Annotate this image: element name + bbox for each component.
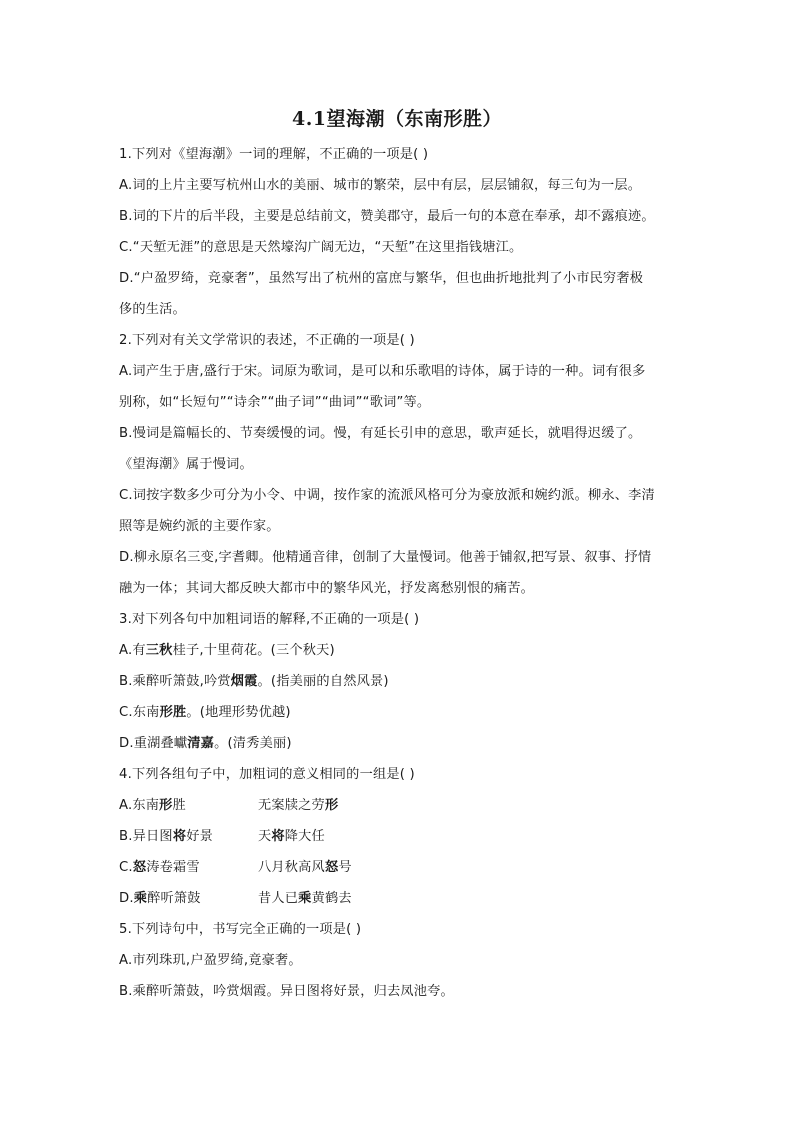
bold-term: 怒 [132,860,147,875]
text-run: 。(清秀美丽) [214,736,292,751]
text-run: B.异日图 [119,829,173,844]
text-line: 照等是婉约派的主要作家。 [119,519,280,534]
text-line: 3.对下列各句中加粗词语的解释,不正确的一项是( ) [119,612,420,627]
text-run: 涛卷霜雪 [146,860,200,875]
bold-term: 三秋 [145,643,173,658]
text-line: D.“户盈罗绮，竞豪奢”，虽然写出了杭州的富庶与繁华，但也曲折地批判了小市民穷奢极 [119,271,644,286]
option-line [119,641,679,672]
text-line: 2.下列对有关文学常识的表述，不正确的一项是( ) [119,333,415,348]
bold-term: 形 [159,798,173,813]
bold-term: 怒 [324,860,339,875]
text-run: 号 [338,860,352,875]
text-run: 天 [258,829,272,844]
bold-term: 乘 [298,891,312,906]
text-line: D.柳永原名三变,字耆卿。他精通音律，创制了大量慢词。他善于铺叙,把写景、叙事、抒情 [119,550,652,565]
bold-term: 将 [271,829,285,844]
text-line: C.“天堑无涯”的意思是天然壕沟广阔无边，“天堑”在这里指钱塘江。 [119,240,523,255]
text-line: 1.下列对《望海潮》一词的理解，不正确的一项是( ) [119,147,429,162]
option-pair-line [119,858,679,889]
text-run: D. [119,891,134,906]
text-run: C. [119,860,133,875]
text-run: 。(指美丽的自然风景) [257,674,389,689]
text-run: D.重湖叠巘 [119,736,188,751]
text-line: 《望海潮》属于慢词。 [119,457,253,472]
bold-term: 形胜 [159,705,187,720]
pair-right [258,827,325,858]
bold-term: 清嘉 [187,736,215,751]
pair-right [258,889,352,920]
text-run: 醉听箫鼓 [147,891,201,906]
pair-left [119,796,258,827]
text-line: 5.下列诗句中，书写完全正确的一项是( ) [119,922,362,937]
pair-left [119,858,258,889]
option-line [119,734,679,765]
question-body [119,145,679,1013]
bold-term: 烟霞 [230,674,258,689]
option-pair-line [119,889,679,920]
text-run: 。(地理形势优越) [186,705,291,720]
text-run: C.东南 [119,705,160,720]
pair-right [258,796,338,827]
text-line: C.词按字数多少可分为小令、中调，按作家的流派风格可分为豪放派和婉约派。柳永、李清 [119,488,655,503]
text-run: A.有 [119,643,146,658]
text-run: 昔人已 [258,891,299,906]
option-pair-line [119,827,679,858]
text-line: B.乘醉听箫鼓，吟赏烟霞。异日图将好景，归去凤池夸。 [119,984,454,999]
text-run: 胜 [172,798,186,813]
text-run: 好景 [186,829,213,844]
text-line: A.市列珠玑,户盈罗绮,竟豪奢。 [119,953,302,968]
text-line: 侈的生活。 [119,302,186,317]
text-run: 降大任 [284,829,325,844]
text-run: 黄鹤去 [311,891,352,906]
bold-term: 乘 [133,891,148,906]
pair-left [119,827,258,858]
bold-term: 将 [172,829,187,844]
option-line [119,672,679,703]
text-line: 别称，如“长短句”“诗余”“曲子词”“曲词”“歌词”等。 [119,395,431,410]
text-run: B.乘醉听箫鼓,吟赏 [119,674,231,689]
text-line: B.词的下片的后半段，主要是总结前文，赞美郡守，最后一句的本意在奉承，却不露痕迹。 [119,209,655,224]
option-pair-line [119,796,679,827]
page-title: 4.1望海潮（东南形胜） [291,108,503,130]
pair-right [258,858,352,889]
pair-left [119,889,258,920]
bold-term: 形 [324,798,339,813]
text-line: 4.下列各组句子中，加粗词的意义相同的一组是( ) [119,767,415,782]
text-line: A.词的上片主要写杭州山水的美丽、城市的繁荣，层中有层，层层铺叙，每三句为一层。 [119,178,642,193]
option-line [119,703,679,734]
text-run: 桂子,十里荷花。(三个秋天) [172,643,335,658]
text-run: 八月秋高风 [258,860,325,875]
text-run: 无案牍之劳 [258,798,325,813]
text-line: A.词产生于唐,盛行于宋。词原为歌词，是可以和乐歌唱的诗体，属于诗的一种。词有很多 [119,364,646,379]
text-line: 融为一体；其词大都反映大都市中的繁华风光，抒发离愁别恨的痛苦。 [119,581,535,596]
text-run: A.东南 [119,798,160,813]
text-line: B.慢词是篇幅长的、节奏缓慢的词。慢，有延长引申的意思，歌声延长，就唱得迟缓了。 [119,426,642,441]
